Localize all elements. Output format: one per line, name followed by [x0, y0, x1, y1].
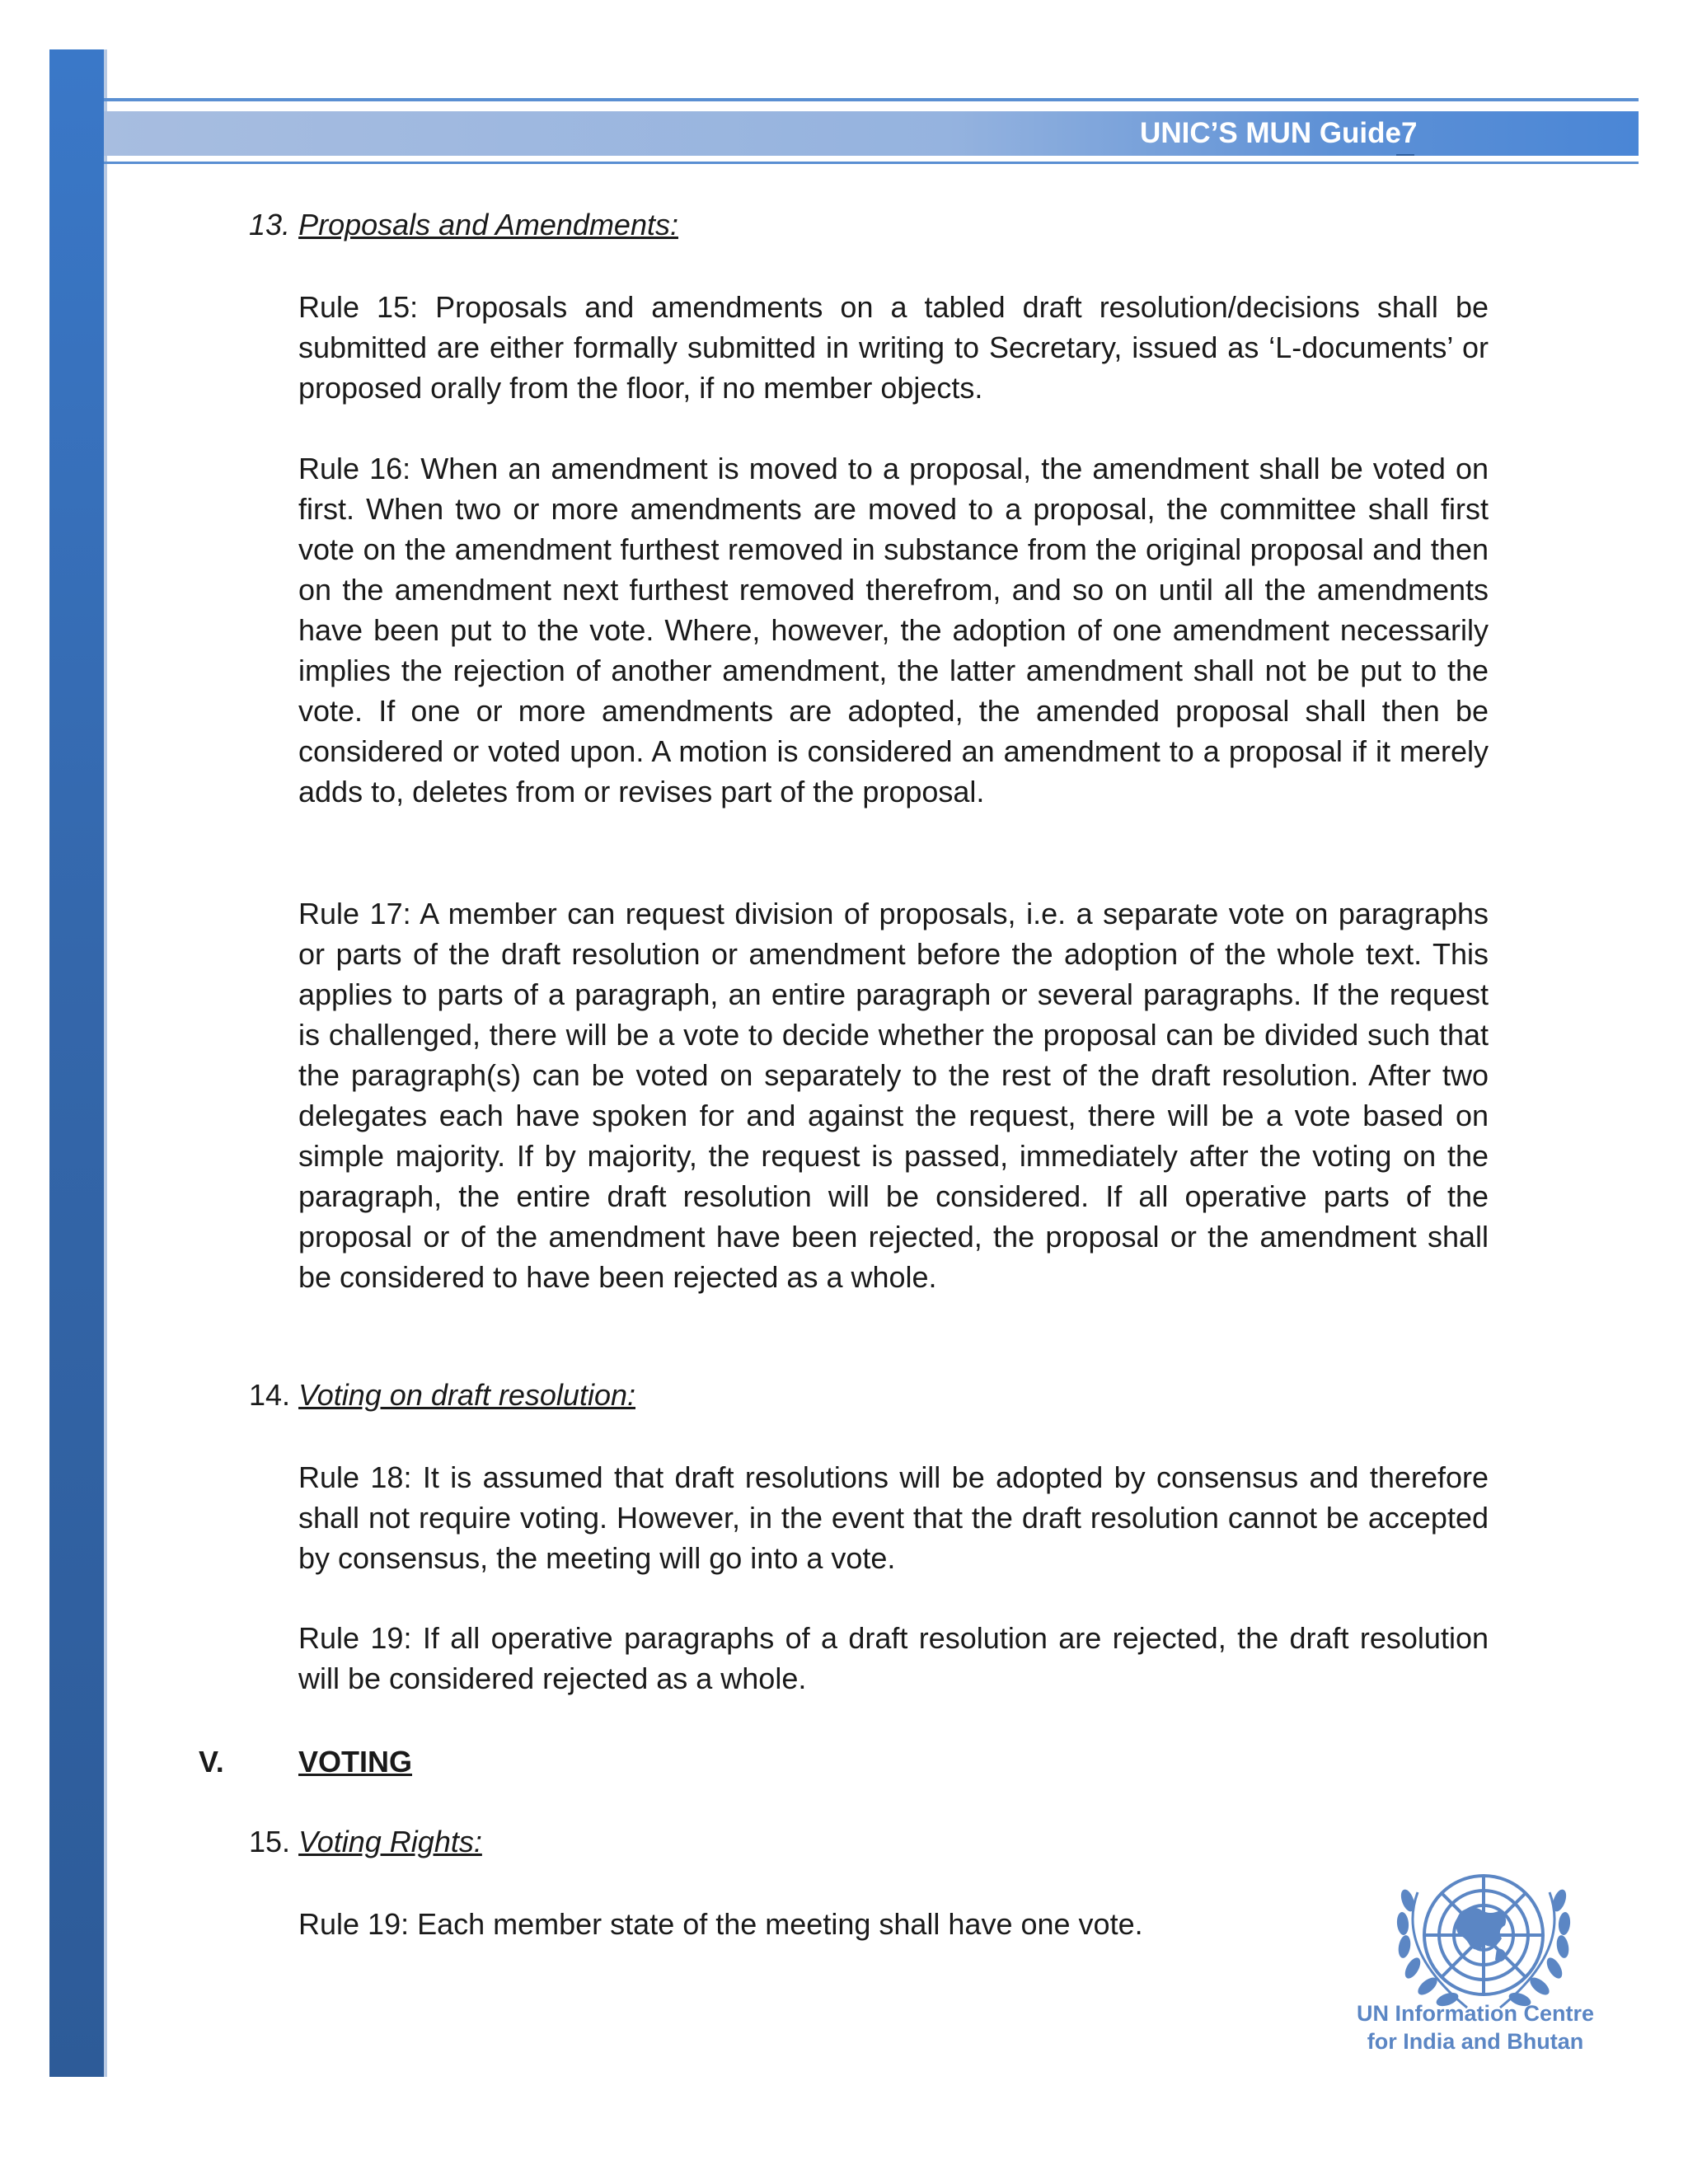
section-heading-15	[249, 1821, 482, 1862]
header-title: UNIC’S MUN Guide	[1140, 117, 1401, 149]
left-side-bar-edge	[104, 49, 107, 2077]
section-number: 14.	[249, 1378, 291, 1412]
section-heading-13	[249, 204, 678, 245]
header-rule-bottom	[104, 162, 1639, 164]
section-title: Proposals and Amendments:	[298, 208, 678, 241]
rule-16-paragraph: Rule 16: When an amendment is moved to a proposal, the amendment shall be voted on first. When two or more amendments are moved to a proposal, the committee shall first vote on the amendment furthest removed in substance from the original proposal and then on the amendment next furthest removed therefrom, and so on until all the amendments have been put to the vote. Where, however, the adoption of one amendment necessarily implies the rejection of another amendment, the latter amendment shall not be put to the vote. If one or more amendments are adopted, the amended proposal shall then be considered or voted upon. A motion is considered an amendment to a proposal if it merely adds to, deletes from or revises part of the proposal.	[298, 452, 1489, 808]
page-number: 7	[1401, 117, 1418, 149]
header-rule-top	[104, 98, 1639, 101]
left-side-bar	[49, 49, 104, 2077]
section-title: Voting Rights:	[298, 1825, 482, 1858]
section-number: 15.	[249, 1825, 291, 1858]
rule-19-paragraph: Rule 19: If all operative paragraphs of a draft resolution are rejected, the draft resolution will be considered rejected as a whole.	[298, 1621, 1489, 1695]
rule-17-paragraph: Rule 17: A member can request division of proposals, i.e. a separate vote on paragraphs or parts of the draft resolution or amendment before the adoption of the whole text. This applies to parts of a paragraph, an entire paragraph or several paragraphs. If the request is challenged, there will be a vote to decide whether the proposal can be divided such that the paragraph(s) can be voted on separately to the rest of the draft resolution. After two delegates each have spoken for and against the request, there will be a vote based on simple majority. If by majority, the request is passed, immediately after the voting on the paragraph, the entire draft resolution will be considered. If all operative parts of the proposal or of the amendment have been rejected, the proposal or the amendment shall be considered to have been rejected as a whole.	[298, 897, 1489, 1294]
section-heading-14	[249, 1375, 635, 1415]
page-number-underline	[1396, 154, 1414, 156]
part-numeral: V.	[199, 1745, 224, 1779]
rule-18-paragraph: Rule 18: It is assumed that draft resolutions will be adopted by consensus and therefore shall not require voting. However, in the event that the draft resolution cannot be accepted by consensus, the meeting will go into a vote.	[298, 1460, 1489, 1575]
part-title: VOTING	[298, 1745, 413, 1779]
rule-15-paragraph: Rule 15: Proposals and amendments on a tabled draft resolution/decisions shall be submitted are either formally submitted in writing to Secretary, issued as ‘L-documents’ or proposed orally from the floor, if no member objects.	[298, 290, 1489, 405]
logo-text-line2: for India and Bhutan	[1367, 2029, 1584, 2054]
rule-19-voting-paragraph: Rule 19: Each member state of the meeting shall have one vote.	[298, 1907, 1143, 1941]
section-title: Voting on draft resolution:	[298, 1378, 635, 1412]
logo-text-line1: UN Information Centre	[1356, 2001, 1594, 2026]
section-number: 13.	[249, 208, 291, 241]
